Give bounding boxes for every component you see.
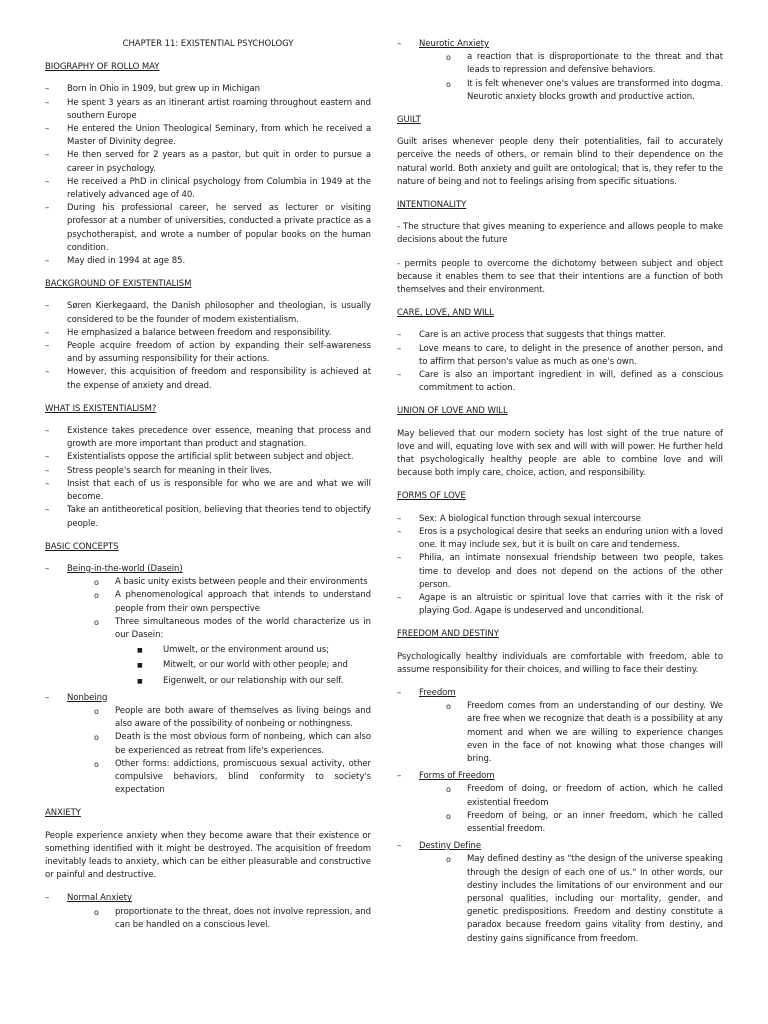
- list-item-text: He received a PhD in clinical psychology from Columbia in 1949 at the relatively advanced age of 40.: [67, 176, 371, 201]
- list-item-text: May died in 1994 at age 85.: [67, 256, 186, 267]
- sub-list-item-text: Three simultaneous modes of the world characterize us in our Dasein:: [115, 616, 371, 640]
- list-forms-of-love: [397, 513, 723, 619]
- list-item-text: During his professional career, he served as lecturer or visiting professor at a number of universities, conducted a private practice as a psychotherapist, and wrote a number of popular books on the human condition.: [67, 203, 371, 253]
- list-item: [45, 504, 371, 530]
- list-item: [45, 149, 371, 175]
- heading-freedom-destiny: FREEDOM AND DESTINY: [397, 629, 499, 640]
- heading-what-is: WHAT IS EXISTENTIALISM?: [45, 403, 157, 414]
- sub-list-item: [419, 51, 723, 77]
- list-item: [45, 83, 371, 96]
- sub-list-item: [419, 78, 723, 104]
- list-care-love-will: [397, 329, 723, 395]
- para-union: May believed that our modern society has lost sight of the true nature of love and will, equating love with sex and will with will power. He further held that psychologically healthy people are able to combine love and will because both imply care, choice, action, and responsibility.: [397, 428, 723, 479]
- list-item-title: Nonbeing: [67, 692, 108, 703]
- sub-list-item: [67, 731, 371, 757]
- heading-background: BACKGROUND OF EXISTENTIALISM: [45, 279, 192, 290]
- list-item: [397, 329, 723, 342]
- para-intentionality-2: - permits people to overcome the dichotomy between subject and object because it enables them to see that their intentions are a function of both themselves and their environment.: [397, 258, 723, 296]
- list-item: [45, 451, 371, 464]
- list-item-title: Freedom: [419, 687, 456, 698]
- para-anxiety: People experience anxiety when they become aware that their existence or something identified with it might be destroyed. The acquisition of freedom inevitably leads to anxiety, which can be either pleasurable and constructive or painful and destructive.: [45, 830, 371, 881]
- sub-list-item: [419, 700, 723, 766]
- para-freedom-destiny: Psychologically healthy individuals are comfortable with freedom, able to assume responsibility for their choices, and willing to face their destiny.: [397, 651, 723, 675]
- list-item: [45, 202, 371, 255]
- right-column: [397, 38, 723, 955]
- sub-list: [419, 783, 723, 836]
- list-basic-concepts: [45, 563, 371, 797]
- sub-list-item: [67, 576, 371, 589]
- sub-list-item-text: proportionate to the threat, does not involve repression, and can be handled on a conscious level.: [115, 906, 371, 930]
- list-item-text: However, this acquisition of freedom and responsibility is achieved at the expense of anxiety and dread.: [67, 367, 371, 391]
- sub-list-item: [67, 589, 371, 615]
- list-item-text: Sex: A biological function through sexual intercourse: [419, 513, 641, 524]
- list-item-text: Insist that each of us is responsible for who we are and what we will become.: [67, 478, 371, 503]
- sub-list: [67, 906, 371, 932]
- list-item-text: Existence takes precedence over essence, meaning that process and growth are more important than product and stagnation.: [67, 426, 371, 450]
- list-item-title: Neurotic Anxiety: [419, 39, 489, 49]
- nested-list: [115, 644, 371, 688]
- list-item-title: Normal Anxiety: [67, 893, 132, 904]
- sub-list-item-text: People are both aware of themselves as living beings and also aware of the possibility of nonbeing or nothingness.: [115, 705, 371, 730]
- list-item: [45, 123, 371, 149]
- list-item-text: Care is an active process that suggests that things matter.: [419, 330, 666, 341]
- sub-list-item-text: It is felt whenever one's values are transformed into dogma. Neurotic anxiety blocks growth and productive action.: [467, 78, 723, 102]
- list-item: [45, 366, 371, 392]
- list-item-text: He then served for 2 years as a pastor, but quit in order to pursue a career in psychology.: [67, 150, 371, 174]
- list-item: [45, 465, 371, 478]
- list-item: [397, 687, 723, 766]
- list-item-text: He spent 3 years as an itinerant artist roaming throughout eastern and southern Europe: [67, 97, 371, 121]
- list-item: [45, 692, 371, 798]
- list-neurotic-anxiety: [397, 38, 723, 104]
- list-item-text: Care is also an important ingredient in will, defined as a conscious commitment to action.: [419, 370, 723, 394]
- list-item-text: Love means to care, to delight in the presence of another person, and to affirm that person's value as much as one's own.: [419, 343, 723, 367]
- list-biography: [45, 83, 371, 268]
- sub-list-item-text: a reaction that is disproportionate to the threat and that leads to repression and defensive behaviors.: [467, 52, 723, 76]
- nested-list-item: ■ Mitwelt, or our world with other people; and: [115, 659, 371, 672]
- list-item-text: Take an antitheoretical position, believing that theories tend to objectify people.: [67, 505, 371, 529]
- sub-list-item: [67, 616, 371, 688]
- nested-list-item: ■ Umwelt, or the environment around us;: [115, 644, 371, 657]
- list-item: [45, 340, 371, 366]
- heading-intentionality: INTENTIONALITY: [397, 200, 467, 211]
- list-item-text: Philia, an intimate nonsexual friendship between two people, takes time to develop and does not depend on the actions of the other person.: [419, 553, 723, 590]
- list-item-text: He emphasized a balance between freedom and responsibility.: [67, 327, 332, 338]
- list-item-text: Born in Ohio in 1909, but grew up in Michigan: [67, 84, 260, 95]
- sub-list-item-text: Freedom of being, or an inner freedom, which he called essential freedom.: [467, 810, 723, 834]
- list-item-title: Being-in-the-world (Dasein): [67, 563, 183, 574]
- heading-care-love-will: CARE, LOVE, AND WILL: [397, 308, 494, 319]
- list-normal-anxiety: [45, 892, 371, 932]
- sub-list-item-text: A basic unity exists between people and their environments: [115, 577, 368, 588]
- list-item: [397, 770, 723, 836]
- sub-list-item-text: May defined destiny as "the design of the universe speaking through the design of each one of us." In other words, our destiny includes the limitations of our environment and our personal qualities, including our mortality, gender, and genetic predispositions. Freedom and destiny constitute a paradox because freedom gains vitality from destiny, and destiny gains significance from freedom.: [467, 854, 723, 944]
- sub-list-item: [67, 705, 371, 731]
- heading-forms-of-love: FORMS OF LOVE: [397, 491, 466, 502]
- list-item-text: People acquire freedom of action by expanding their self-awareness and by assuming responsibility for their actions.: [67, 341, 371, 365]
- left-column: [45, 38, 371, 941]
- list-item: [397, 840, 723, 946]
- list-freedom: [397, 687, 723, 946]
- list-item: [45, 478, 371, 504]
- list-item: [397, 513, 723, 526]
- sub-list-item: [419, 810, 723, 836]
- sub-list-item-text: Freedom comes from an understanding of our destiny. We are free when we recognize that death is a possibility at any moment and when we are willing to experience changes even in the face of not knowing what those changes will bring.: [467, 701, 723, 764]
- sub-list: [67, 576, 371, 688]
- sub-list-item-text: Freedom of doing, or freedom of action, which he called existential freedom: [467, 784, 723, 808]
- list-item: [45, 176, 371, 202]
- nested-list-item: ■ Eigenwelt, or our relationship with our self.: [115, 675, 371, 688]
- list-item-text: Søren Kierkegaard, the Danish philosopher and theologian, is usually considered to be the founder of modern existentialism.: [67, 301, 371, 325]
- list-item: [397, 552, 723, 592]
- sub-list-item-text: Other forms: addictions, promiscuous sexual activity, other compulsive behaviors, blind conformity to society's expectation: [115, 758, 371, 796]
- heading-anxiety: ANXIETY: [45, 808, 81, 819]
- sub-list-item-text: A phenomenological approach that intends to understand people from their own perspective: [115, 590, 371, 614]
- chapter-title: CHAPTER 11: EXISTENTIAL PSYCHOLOGY: [122, 39, 294, 49]
- list-item-title: Destiny Define: [419, 841, 482, 852]
- list-item: [397, 343, 723, 369]
- sub-list-item-text: Death is the most obvious form of nonbeing, which can also be experienced as retreat from life's experiences.: [115, 732, 371, 756]
- list-item-text: Agape is an altruistic or spiritual love that carries with it the risk of playing God. Agape is undeserved and unconditional.: [419, 592, 723, 617]
- sub-list: [419, 51, 723, 104]
- list-item: [45, 255, 371, 268]
- list-item-text: He entered the Union Theological Seminary, from which he received a Master of Divinity degree.: [67, 124, 371, 148]
- list-item: [45, 892, 371, 932]
- list-item: [45, 563, 371, 688]
- sub-list-item: [67, 758, 371, 798]
- list-what-is: [45, 425, 371, 531]
- list-item-title: Forms of Freedom: [419, 771, 495, 782]
- list-item: [45, 327, 371, 340]
- para-intentionality-1: - The structure that gives meaning to experience and allows people to make decisions about the future: [397, 222, 723, 246]
- sub-list: [67, 705, 371, 797]
- sub-list-item: [419, 783, 723, 809]
- heading-basic-concepts: BASIC CONCEPTS: [45, 541, 119, 552]
- list-item: [397, 592, 723, 618]
- list-item: [45, 97, 371, 123]
- sub-list-item: [67, 906, 371, 932]
- heading-guilt: GUILT: [397, 115, 421, 126]
- list-item-text: Stress people's search for meaning in their lives.: [67, 465, 272, 476]
- list-item: [397, 38, 723, 104]
- sub-list: [419, 853, 723, 945]
- heading-biography: BIOGRAPHY OF ROLLO MAY: [45, 62, 160, 73]
- sub-list-item: [419, 853, 723, 945]
- list-item: [45, 300, 371, 326]
- list-item: [45, 425, 371, 451]
- sub-list: [419, 700, 723, 766]
- list-background: [45, 300, 371, 392]
- list-item-text: Existentialists oppose the artificial split between subject and object.: [67, 452, 354, 463]
- heading-union: UNION OF LOVE AND WILL: [397, 406, 508, 417]
- list-item: [397, 369, 723, 395]
- para-guilt: Guilt arises whenever people deny their potentialities, fail to accurately perceive the needs of others, or remain blind to their dependence on the natural world. Both anxiety and guilt are ontological; that is, they refer to the nature of being and not to feelings arising from specific situations.: [397, 137, 723, 187]
- list-item: [397, 526, 723, 552]
- list-item-text: Eros is a psychological desire that seeks an enduring union with a loved one. It may include sex, but it is built on care and tenderness.: [419, 526, 723, 551]
